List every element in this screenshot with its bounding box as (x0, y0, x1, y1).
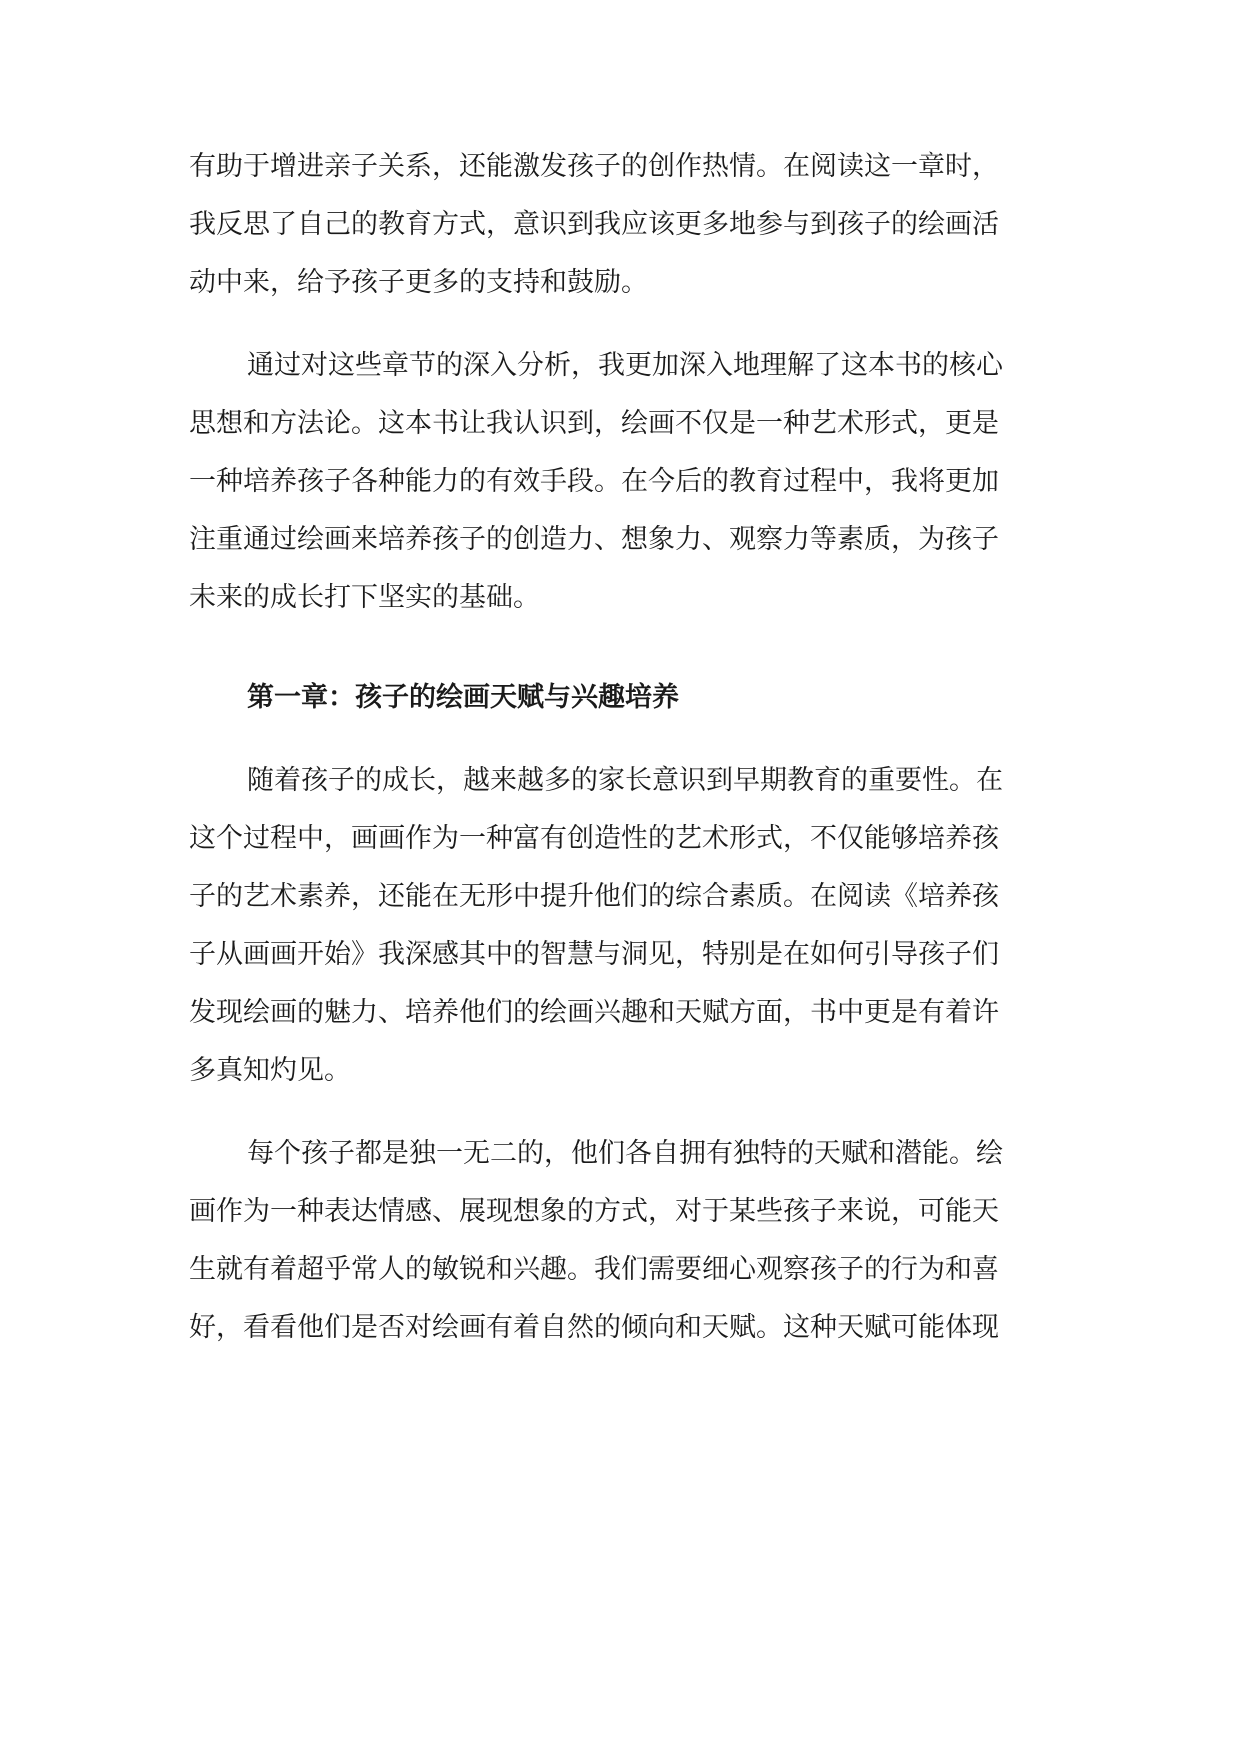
paragraph-line: 注重通过绘画来培养孩子的创造力、想象力、观察力等素质，为孩子 (189, 524, 999, 555)
paragraph-line: 我反思了自己的教育方式，意识到我应该更多地参与到孩子的绘画活 (189, 209, 999, 240)
paragraph-3 (189, 752, 1059, 1100)
paragraph-line: 这个过程中，画画作为一种富有创造性的艺术形式，不仅能够培养孩 (189, 823, 999, 854)
paragraph-2 (189, 337, 1059, 627)
paragraph-line: 子从画画开始》我深感其中的智慧与洞见，特别是在如何引导孩子们 (189, 939, 999, 970)
document-body (189, 138, 1059, 1357)
paragraph-line: 通过对这些章节的深入分析，我更加深入地理解了这本书的核心 (247, 350, 1003, 381)
paragraph-4 (189, 1125, 1059, 1357)
paragraph-line: 生就有着超乎常人的敏锐和兴趣。我们需要细心观察孩子的行为和喜 (189, 1254, 999, 1285)
paragraph-line: 有助于增进亲子关系，还能激发孩子的创作热情。在阅读这一章时， (189, 151, 999, 182)
paragraph-line: 思想和方法论。这本书让我认识到，绘画不仅是一种艺术形式，更是 (189, 408, 999, 439)
paragraph-line: 多真知灼见。 (189, 1055, 351, 1086)
paragraph-line: 随着孩子的成长，越来越多的家长意识到早期教育的重要性。在 (247, 765, 1003, 796)
paragraph-line: 发现绘画的魅力、培养他们的绘画兴趣和天赋方面，书中更是有着许 (189, 997, 999, 1028)
paragraph-line: 画作为一种表达情感、展现想象的方式，对于某些孩子来说，可能天 (189, 1196, 999, 1227)
paragraph-line: 子的艺术素养，还能在无形中提升他们的综合素质。在阅读《培养孩 (189, 881, 999, 912)
paragraph-line: 未来的成长打下坚实的基础。 (189, 582, 540, 613)
paragraph-line: 一种培养孩子各种能力的有效手段。在今后的教育过程中，我将更加 (189, 466, 999, 497)
paragraph-line: 动中来，给予孩子更多的支持和鼓励。 (189, 267, 648, 298)
paragraph-1 (189, 138, 1059, 312)
paragraph-line: 好，看看他们是否对绘画有着自然的倾向和天赋。这种天赋可能体现 (189, 1312, 999, 1343)
chapter-heading: 第一章：孩子的绘画天赋与兴趣培养 (247, 682, 679, 713)
paragraph-line: 每个孩子都是独一无二的，他们各自拥有独特的天赋和潜能。绘 (247, 1138, 1003, 1169)
